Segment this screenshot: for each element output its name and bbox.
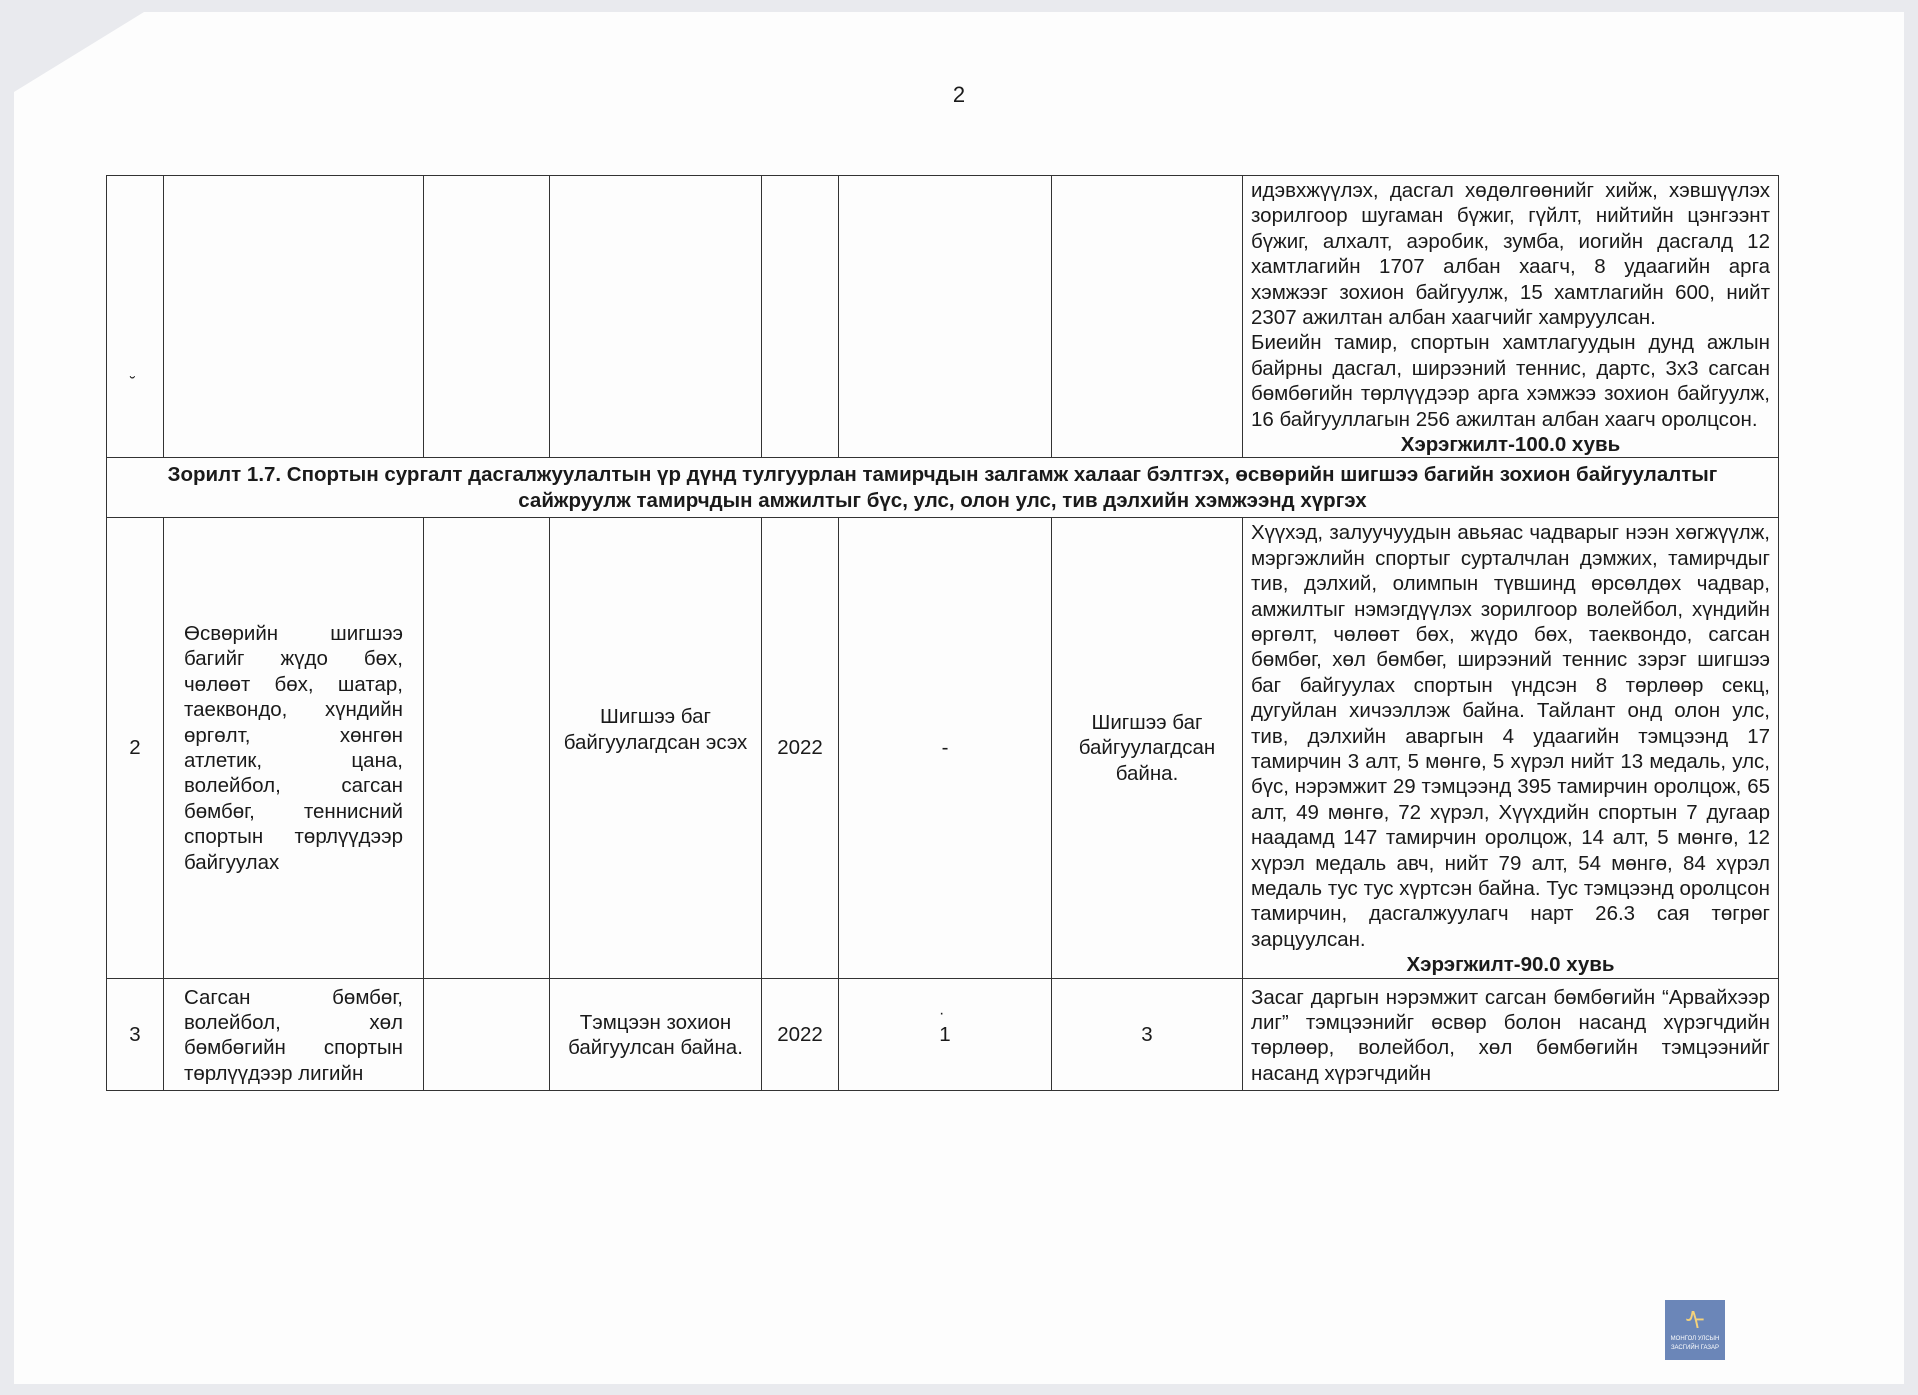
task-cell bbox=[164, 176, 424, 458]
page-number: 2 bbox=[952, 82, 966, 107]
plan-report-table bbox=[106, 175, 1779, 1091]
baseline-cell bbox=[839, 176, 1052, 458]
implementation-result: Хэрэгжилт-90.0 хувь bbox=[1406, 953, 1615, 977]
indicator-cell bbox=[550, 978, 762, 1091]
year-cell bbox=[762, 176, 839, 458]
goal-heading: Зорилт 1.7. Спортын сургалт дасгалжуулалтын үр дүнд тулгуурлан тамирчдын залгамж халааг бэлтгэх, өсвөрийн шигшээ багийн зохион байгуулалтыг сайжруулж тамирчдын амжилтыг бүс, улс, олон улс, тив дэлхийн хэмжээнд хүргэх bbox=[107, 458, 1779, 518]
government-emblem bbox=[1665, 1300, 1725, 1360]
baseline-cell: - bbox=[839, 518, 1052, 978]
report-paragraph: Биеийн тамир, спортын хамтлагуудын дунд ажлын байрны дасгал, ширээний теннис, дартс, 3x3 сагсан бөмбөгийн төрлүүдээр арга хэмжээ зохион байгуулж, 16 байгууллагын 256 ажилтан албан хаагч оролцсон. bbox=[1251, 331, 1770, 431]
report-text: Засаг даргын нэрэмжит сагсан бөмбөгийн “Арвайхээр лиг” тэмцээнийг өсвөр болон насанд хүрэгчдийн төрлөөр, волейбол, хөл бөмбөгийн тэмцээнийг насанд хүрэгчдийн bbox=[1251, 985, 1770, 1085]
folded-corner bbox=[14, 12, 144, 92]
table-row bbox=[107, 518, 1779, 978]
indicator-cell: Шигшээ баг байгуулагдсан эсэх bbox=[550, 518, 762, 978]
table-row bbox=[107, 978, 1779, 1091]
emblem-caption-line1: МОНГОЛ УЛСЫН bbox=[1670, 1336, 1720, 1343]
table-row bbox=[107, 176, 1779, 458]
indicator-cell bbox=[550, 176, 762, 458]
task-text: Сагсан бөмбөг, волейбол, хөл бөмбөгийн спортын төрлүүдээр лигийн bbox=[184, 985, 403, 1085]
target-cell: 3 bbox=[1052, 978, 1243, 1091]
report-cell bbox=[1243, 176, 1779, 458]
target-cell: Шигшээ баг байгуулагдсан байна. bbox=[1052, 518, 1243, 978]
empty-cell bbox=[424, 518, 550, 978]
soyombo-icon: ᠰ bbox=[1685, 1306, 1705, 1337]
row-number-cell: 2 bbox=[107, 518, 164, 978]
task-cell bbox=[164, 978, 424, 1091]
report-cell bbox=[1243, 518, 1779, 978]
empty-cell bbox=[424, 978, 550, 1091]
empty-cell bbox=[424, 176, 550, 458]
report-paragraph: идэвхжүүлэх, дасгал хөдөлгөөнийг хийж, хэвшүүлэх зорилгоор шугаман бүжиг, гүйлт, нийтийн цэнгээнт бүжиг, алхалт, аэробик, зумба, иогийн дасгалд 12 хамтлагийн 1707 албан хаагч, 8 удаагийн арга хэмжээг зохион байгуулж, 15 хамтлагийн 600, нийт 2307 ажилтан албан хаагчийг хамруулсан. bbox=[1251, 179, 1770, 330]
report-cell bbox=[1243, 978, 1779, 1091]
task-cell: Өсвөрийн шигшээ багийг жүдо бөх, чөлөөт бөх, шатар, таеквондо, хүндийн өргөлт, хөнгөн атлетик, цана, волейбол, сагсан бөмбөг, теннисний спортын төрлүүдээр байгуулах bbox=[164, 518, 424, 978]
row-number-cell bbox=[107, 176, 164, 458]
implementation-result: Хэрэгжилт-100.0 хувь bbox=[1400, 433, 1621, 457]
emblem-caption-line2: ЗАСГИЙН ГАЗАР bbox=[1670, 1345, 1720, 1351]
baseline-cell: 1 bbox=[839, 978, 1052, 1091]
year-cell: 2022 bbox=[762, 518, 839, 978]
target-cell bbox=[1052, 176, 1243, 458]
report-paragraph: Хүүхэд, залуучуудын авьяас чадварыг нээн хөгжүүлж, мэргэжлийн спортыг сурталчлан дэмжих, тамирчдыг тив, дэлхий, олимпын түвшинд өрсөлдөх чадвар, амжилтыг нэмэгдүүлэх зорилгоор волейбол, хүндийн өргөлт, чөлөөт бөх, жүдо бөх, таеквондо, сагсан бөмбөг, хөл бөмбөг, ширээний теннис зэрэг шигшээ баг байгуулах спортын үндсэн 8 төрлөөр секц, дугуйлан хичээллэж байна. Тайлант онд олон улс, тив, дэлхийн аваргын 4 удаагийн тэмцээнд 17 тамирчин 3 алт, 5 мөнгө, 5 хүрэл нийт 13 медаль, улс, бүс, нэрэмжит 29 тэмцээнд 395 тамирчин оролцож, 65 алт, 49 мөнгө, 72 хүрэл, Хүүхдийн спортын 7 дугаар наадамд 147 тамирчин оролцож, 14 алт, 5 мөнгө, 12 хүрэл медаль авч, нийт 79 алт, 54 мөнгө, 84 хүрэл медаль тус тус хүртсэн байна. Тус тэмцээнд оролцсон тамирчин, дасгалжуулагч нарт 26.3 сая төгрөг зарцуулсан. bbox=[1251, 521, 1770, 951]
goal-row bbox=[107, 458, 1779, 518]
indicator-text: Тэмцээн зохион байгуулсан байна. bbox=[568, 1011, 743, 1060]
row-number-cell: 3 bbox=[107, 978, 164, 1091]
year-cell: 2022 bbox=[762, 978, 839, 1091]
stray-dot: · bbox=[939, 1005, 945, 1022]
stray-mark: ˘ bbox=[130, 375, 136, 392]
